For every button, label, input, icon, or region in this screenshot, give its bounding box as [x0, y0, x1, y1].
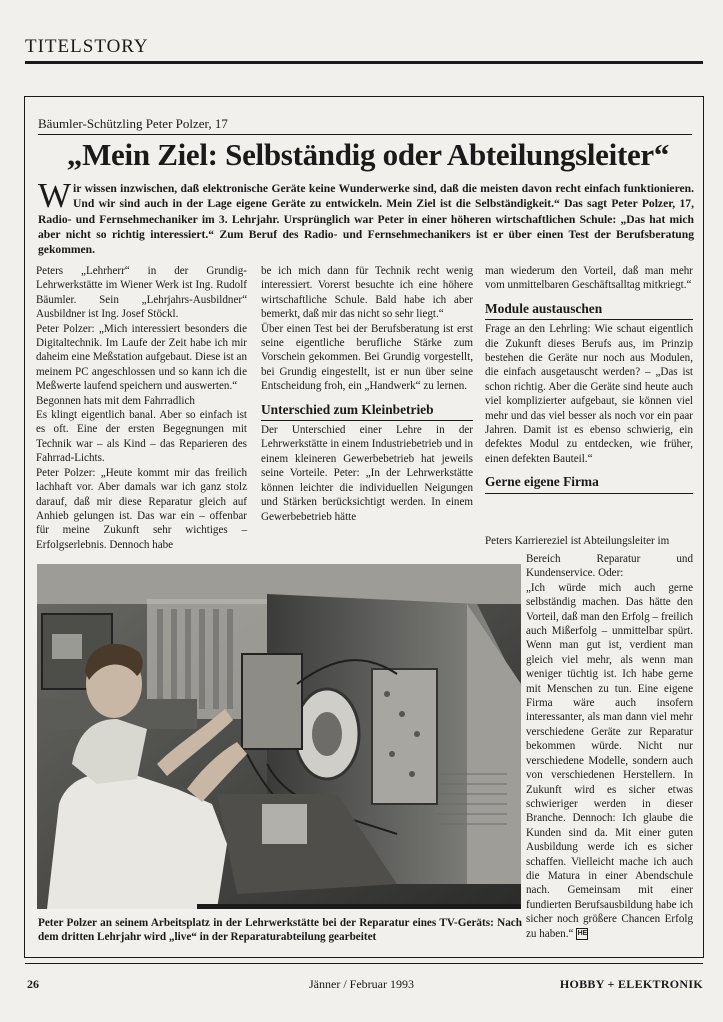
- technician-photo-illustration: [37, 564, 521, 909]
- quote-paragraph: [526, 581, 693, 941]
- paragraph: Über einen Test bei der Berufsberatung ist erst seine eigentliche berufliche Stärke zum Vorschein gekommen. Bei Grundig vorgestellt, bei Grundig eingestellt, ist er nun über seine Entscheidung froh, ein „Handwerk“ zu lernen.: [261, 322, 473, 393]
- paragraph: Begonnen hats mit dem Fahrradlich: [36, 394, 195, 407]
- photo-caption: Peter Polzer an seinem Arbeitsplatz in der Lehrwerkstätte bei der Reparatur eines TV-Geräts: Nach dem dritten Lehrjahr wird „live“ in der Reparaturabteilung gearbeitet: [38, 917, 522, 943]
- headline: „Mein Ziel: Selbständig oder Abteilungsleiter“: [66, 137, 670, 172]
- subheading: Unterschied zum Kleinbetrieb: [261, 403, 473, 421]
- quote-text: „Ich würde mich auch gerne selbständig machen. Das hätte den Vorteil, daß man den Erfolg – freilich auch Mißerfolg – unmittelbar spürt. Wenn man gut ist, verdient man gleich viel mehr, als wenn man weniger tüchtig ist. Ich habe gerne mit Menschen zu tun. Eine eigene Firma wäre auch insofern interessanter, als man dann viel mehr verschiedene Geräte zur Reparatur bekommen würde. Nicht nur verschiedene Modelle, sondern auch von verschiedenen Herstellern. In Zukunft wird es sicher etwas schwieriger werden in dieser Branche. Dennoch: Ich glaube die Kunden sind da. Mit einer guten Ausbildung werde ich es sicher schaffen. Vielleicht mache ich auch die Matura in einer Abendschule nach. Gemeinsam mit einer fundierten Berufsausbildung habe ich sicher noch größere Chancen Erfolg zu haben.“: [526, 581, 693, 940]
- issue-date: Jänner / Februar 1993: [309, 977, 414, 991]
- header-rule: [25, 61, 703, 64]
- article-photo: [37, 564, 521, 909]
- paragraph: be ich mich dann für Technik recht wenig interessiert. Vorerst besuchte ich eine höhere wirtschaftliche Schule. Bald habe ich aber bemerkt, daß mir das nicht so sehr liegt.“: [261, 265, 473, 321]
- lead-text: ir wissen inzwischen, daß elektronische Geräte keine Wunderwerke sind, daß die meisten davon recht einfach funktionieren. Und wir sind auch in der Lage eigene Geräte zu entwickeln. Mein Ziel ist die Selbständigkeit.“ Das sagt Peter Polzer, 17, Radio- und Fernsehmechaniker im 3. Lehrjahr. Ursprünglich war Peter in einer höheren wirtschaftlichen Schule: „Das hat mich aber nicht so richtig interessiert.“ Zum Beruf des Radio- und Fernsehmechanikers ist er über einen Test der Berufsberatung gekommen.: [38, 182, 694, 257]
- section-label: TITELSTORY: [25, 36, 149, 57]
- paragraph: man wiederum den Vorteil, daß man mehr vom unmittelbaren Geschäftsalltag mitkriegt.“: [485, 265, 693, 292]
- subheading: Gerne eigene Firma: [485, 475, 693, 493]
- lead-paragraph: [38, 176, 694, 257]
- kicker-rule: [38, 134, 692, 135]
- page-number: 26: [27, 977, 39, 991]
- paragraph: Es klingt eigentlich banal. Aber so einfach ist es oft. Eine der ersten Begegnungen mit Technik war – als Kind – das Reparieren des Fahrrad-Lichts.: [36, 409, 247, 465]
- kicker: Bäumler-Schützling Peter Polzer, 17: [38, 116, 228, 131]
- footer-rule: [25, 963, 703, 964]
- paragraph: Peters „Lehrherr“ in der Grundig-Lehrwerkstätte im Wiener Werk ist Ing. Rudolf Bäumler. Sein „Lehrjahrs-Ausbildner“ Ausbildner ist Ing. Josef Stöckl.: [36, 265, 247, 321]
- paragraph: Peter Polzer: „Heute kommt mir das freilich lachhaft vor. Aber damals war ich ganz stolz darauf, daß mir diese Reparatur gleich auf Anhieb gelungen ist. Das war ein – offenbar für meine Zukunft sehr wichtiges – Erfolgserlebnis. Dennoch habe: [36, 466, 247, 551]
- subheading: Module austauschen: [485, 302, 693, 320]
- paragraph: Der Unterschied einer Lehre in der Lehrwerkstätte in einem Industriebetrieb und in einem kleineren Gewerbebetrieb hat jeweils seine Vorteile. Peter: „In der Lehrwerkstätte können leichter die individuellen Neigungen und Stärken berücksichtigt werden. In einem Gewerbebetrieb hätte: [261, 424, 473, 523]
- paragraph: Peter Polzer: „Mich interessiert besonders die Digitaltechnik. Im Laufe der Zeit habe ich mir daheim eine Meßstation aufgebaut. Diese ist an meinem PC angeschlossen und so kann ich die Meßwerte laufend speichern und auswerten.“: [36, 322, 247, 393]
- paragraph-first-line: Peters Karriereziel ist Abteilungsleiter im: [485, 535, 670, 547]
- magazine-name: HOBBY + ELEKTRONIK: [559, 977, 703, 991]
- column-1: [36, 264, 247, 552]
- paragraph: Frage an den Lehrling: Wie schaut eigentlich die Zukunft dieses Berufs aus, im Prinzip bestehen die Geräte nur noch aus Modulen, die einfach ausgetauscht werden? – „Das ist schon richtig. Aber die Geräte sind heute auch viel komplizierter aufgebaut, sie können viel mehr und das viel besser als noch vor ein paar Jahren. Damit ist es ebenso schwierig, ein defektes Modul zu entdecken, wie früher, einen defekten Bauteil.“: [485, 323, 693, 465]
- column-3-continuation: [526, 552, 693, 941]
- paragraph: Bereich Reparatur und Kundenservice. Oder:: [526, 553, 693, 580]
- column-3: [485, 264, 693, 496]
- end-mark-icon: HE: [576, 928, 588, 940]
- drop-cap: W: [38, 176, 72, 215]
- column-2: [261, 264, 473, 524]
